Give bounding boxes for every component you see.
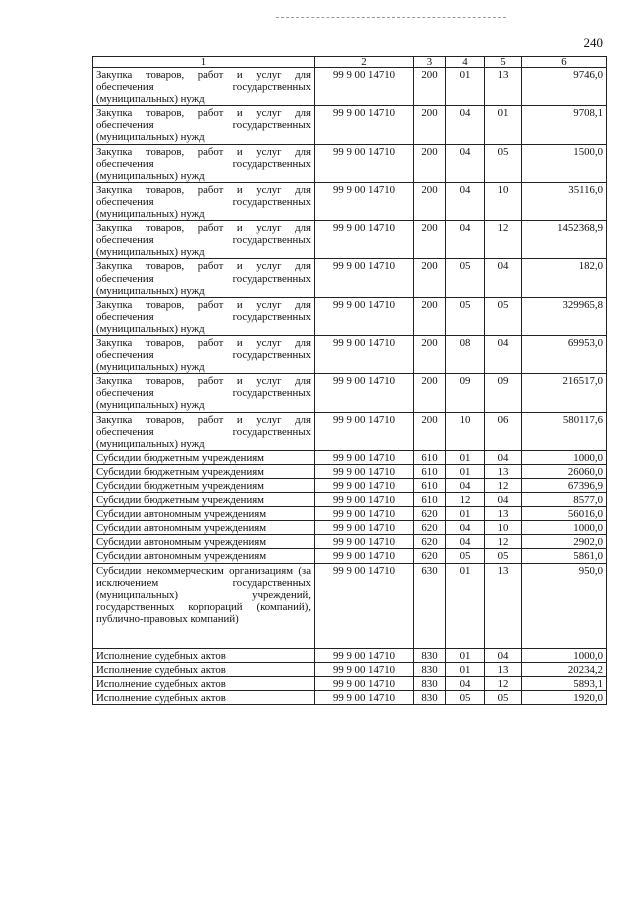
subsection-cell: 10 (485, 182, 522, 220)
expense-type-cell: 830 (414, 676, 446, 690)
amount-cell: 2902,0 (522, 535, 607, 549)
amount-cell: 56016,0 (522, 507, 607, 521)
expense-type-cell: 200 (414, 182, 446, 220)
code-cell: 99 9 00 14710 (315, 259, 414, 297)
amount-cell: 35116,0 (522, 182, 607, 220)
section-cell: 05 (446, 297, 485, 335)
top-rule (276, 17, 506, 18)
amount-cell: 1000,0 (522, 648, 607, 662)
subsection-cell: 06 (485, 412, 522, 450)
name-cell: Субсидии бюджетным учреждениям (93, 464, 315, 478)
code-cell: 99 9 00 14710 (315, 374, 414, 412)
name-cell: Субсидии некоммерческим организациям (за исключением государственных (муниципальных) учреждений, государственных корпораций (компаний), публично-правовых компаний) (93, 563, 315, 648)
name-cell: Исполнение судебных актов (93, 690, 315, 704)
amount-cell: 26060,0 (522, 464, 607, 478)
expense-type-cell: 830 (414, 662, 446, 676)
subsection-cell: 04 (485, 648, 522, 662)
name-cell: Субсидии бюджетным учреждениям (93, 493, 315, 507)
section-cell: 05 (446, 259, 485, 297)
header-cell-3: 3 (414, 57, 446, 68)
name-cell: Субсидии автономным учреждениям (93, 521, 315, 535)
name-cell: Закупка товаров, работ и услуг для обеспечения государственных (муниципальных) нужд (93, 412, 315, 450)
section-cell: 01 (446, 563, 485, 648)
expense-type-cell: 200 (414, 259, 446, 297)
section-cell: 04 (446, 144, 485, 182)
table-row (93, 535, 607, 549)
section-cell: 04 (446, 521, 485, 535)
expense-type-cell: 830 (414, 690, 446, 704)
section-cell: 04 (446, 221, 485, 259)
table-row (93, 374, 607, 412)
subsection-cell: 13 (485, 464, 522, 478)
subsection-cell: 09 (485, 374, 522, 412)
subsection-cell: 01 (485, 106, 522, 144)
expense-type-cell: 620 (414, 521, 446, 535)
code-cell: 99 9 00 14710 (315, 335, 414, 373)
subsection-cell: 05 (485, 549, 522, 563)
subsection-cell: 04 (485, 259, 522, 297)
name-cell: Субсидии бюджетным учреждениям (93, 450, 315, 464)
budget-table (92, 56, 607, 705)
amount-cell: 67396,9 (522, 479, 607, 493)
code-cell: 99 9 00 14710 (315, 507, 414, 521)
table-row (93, 106, 607, 144)
table-row (93, 507, 607, 521)
subsection-cell: 13 (485, 507, 522, 521)
code-cell: 99 9 00 14710 (315, 648, 414, 662)
expense-type-cell: 200 (414, 68, 446, 106)
name-cell: Исполнение судебных актов (93, 662, 315, 676)
name-cell: Закупка товаров, работ и услуг для обеспечения государственных (муниципальных) нужд (93, 335, 315, 373)
amount-cell: 329965,8 (522, 297, 607, 335)
section-cell: 12 (446, 493, 485, 507)
subsection-cell: 12 (485, 221, 522, 259)
subsection-cell: 05 (485, 144, 522, 182)
name-cell: Субсидии автономным учреждениям (93, 549, 315, 563)
code-cell: 99 9 00 14710 (315, 521, 414, 535)
table-row (93, 221, 607, 259)
code-cell: 99 9 00 14710 (315, 412, 414, 450)
table-row (93, 549, 607, 563)
subsection-cell: 04 (485, 335, 522, 373)
amount-cell: 580117,6 (522, 412, 607, 450)
header-row (93, 57, 607, 68)
subsection-cell: 04 (485, 493, 522, 507)
section-cell: 05 (446, 690, 485, 704)
code-cell: 99 9 00 14710 (315, 221, 414, 259)
code-cell: 99 9 00 14710 (315, 479, 414, 493)
amount-cell: 950,0 (522, 563, 607, 648)
section-cell: 10 (446, 412, 485, 450)
header-cell-2: 2 (315, 57, 414, 68)
name-cell: Исполнение судебных актов (93, 676, 315, 690)
name-cell: Субсидии автономным учреждениям (93, 507, 315, 521)
header-cell-4: 4 (446, 57, 485, 68)
table-row (93, 521, 607, 535)
expense-type-cell: 200 (414, 297, 446, 335)
code-cell: 99 9 00 14710 (315, 690, 414, 704)
header-cell-5: 5 (485, 57, 522, 68)
section-cell: 08 (446, 335, 485, 373)
expense-type-cell: 610 (414, 493, 446, 507)
amount-cell: 182,0 (522, 259, 607, 297)
table-row (93, 648, 607, 662)
table-row (93, 259, 607, 297)
expense-type-cell: 200 (414, 106, 446, 144)
page-number: 240 (583, 35, 603, 50)
table-row (93, 563, 607, 648)
table-row (93, 479, 607, 493)
amount-cell: 8577,0 (522, 493, 607, 507)
subsection-cell: 12 (485, 676, 522, 690)
expense-type-cell: 620 (414, 507, 446, 521)
table-row (93, 662, 607, 676)
section-cell: 04 (446, 535, 485, 549)
section-cell: 04 (446, 676, 485, 690)
code-cell: 99 9 00 14710 (315, 662, 414, 676)
subsection-cell: 04 (485, 450, 522, 464)
expense-type-cell: 610 (414, 479, 446, 493)
name-cell: Субсидии бюджетным учреждениям (93, 479, 315, 493)
subsection-cell: 13 (485, 68, 522, 106)
table-row (93, 493, 607, 507)
amount-cell: 69953,0 (522, 335, 607, 373)
section-cell: 01 (446, 68, 485, 106)
table-row (93, 335, 607, 373)
expense-type-cell: 200 (414, 374, 446, 412)
section-cell: 04 (446, 479, 485, 493)
code-cell: 99 9 00 14710 (315, 297, 414, 335)
subsection-cell: 13 (485, 563, 522, 648)
code-cell: 99 9 00 14710 (315, 68, 414, 106)
section-cell: 01 (446, 662, 485, 676)
subsection-cell: 12 (485, 479, 522, 493)
amount-cell: 1920,0 (522, 690, 607, 704)
name-cell: Исполнение судебных актов (93, 648, 315, 662)
table-row (93, 182, 607, 220)
table-row (93, 144, 607, 182)
section-cell: 04 (446, 182, 485, 220)
expense-type-cell: 610 (414, 464, 446, 478)
subsection-cell: 10 (485, 521, 522, 535)
section-cell: 01 (446, 464, 485, 478)
expense-type-cell: 200 (414, 221, 446, 259)
code-cell: 99 9 00 14710 (315, 450, 414, 464)
code-cell: 99 9 00 14710 (315, 464, 414, 478)
expense-type-cell: 620 (414, 535, 446, 549)
table-row (93, 464, 607, 478)
name-cell: Закупка товаров, работ и услуг для обеспечения государственных (муниципальных) нужд (93, 221, 315, 259)
code-cell: 99 9 00 14710 (315, 144, 414, 182)
amount-cell: 1000,0 (522, 450, 607, 464)
name-cell: Закупка товаров, работ и услуг для обеспечения государственных (муниципальных) нужд (93, 68, 315, 106)
name-cell: Закупка товаров, работ и услуг для обеспечения государственных (муниципальных) нужд (93, 182, 315, 220)
subsection-cell: 13 (485, 662, 522, 676)
expense-type-cell: 630 (414, 563, 446, 648)
expense-type-cell: 620 (414, 549, 446, 563)
name-cell: Субсидии автономным учреждениям (93, 535, 315, 549)
code-cell: 99 9 00 14710 (315, 182, 414, 220)
subsection-cell: 05 (485, 690, 522, 704)
table-row (93, 676, 607, 690)
table-row (93, 68, 607, 106)
expense-type-cell: 830 (414, 648, 446, 662)
name-cell: Закупка товаров, работ и услуг для обеспечения государственных (муниципальных) нужд (93, 106, 315, 144)
table-row (93, 450, 607, 464)
section-cell: 01 (446, 507, 485, 521)
code-cell: 99 9 00 14710 (315, 563, 414, 648)
amount-cell: 216517,0 (522, 374, 607, 412)
amount-cell: 1000,0 (522, 521, 607, 535)
amount-cell: 1500,0 (522, 144, 607, 182)
name-cell: Закупка товаров, работ и услуг для обеспечения государственных (муниципальных) нужд (93, 297, 315, 335)
header-cell-1: 1 (93, 57, 315, 68)
code-cell: 99 9 00 14710 (315, 106, 414, 144)
section-cell: 09 (446, 374, 485, 412)
amount-cell: 5893,1 (522, 676, 607, 690)
amount-cell: 1452368,9 (522, 221, 607, 259)
amount-cell: 20234,2 (522, 662, 607, 676)
code-cell: 99 9 00 14710 (315, 676, 414, 690)
subsection-cell: 05 (485, 297, 522, 335)
name-cell: Закупка товаров, работ и услуг для обеспечения государственных (муниципальных) нужд (93, 374, 315, 412)
section-cell: 01 (446, 648, 485, 662)
amount-cell: 9708,1 (522, 106, 607, 144)
name-cell: Закупка товаров, работ и услуг для обеспечения государственных (муниципальных) нужд (93, 144, 315, 182)
section-cell: 05 (446, 549, 485, 563)
expense-type-cell: 610 (414, 450, 446, 464)
code-cell: 99 9 00 14710 (315, 549, 414, 563)
code-cell: 99 9 00 14710 (315, 493, 414, 507)
expense-type-cell: 200 (414, 335, 446, 373)
amount-cell: 5861,0 (522, 549, 607, 563)
code-cell: 99 9 00 14710 (315, 535, 414, 549)
expense-type-cell: 200 (414, 144, 446, 182)
expense-type-cell: 200 (414, 412, 446, 450)
subsection-cell: 12 (485, 535, 522, 549)
section-cell: 04 (446, 106, 485, 144)
name-cell: Закупка товаров, работ и услуг для обеспечения государственных (муниципальных) нужд (93, 259, 315, 297)
table-row (93, 412, 607, 450)
header-cell-6: 6 (522, 57, 607, 68)
amount-cell: 9746,0 (522, 68, 607, 106)
section-cell: 01 (446, 450, 485, 464)
table-row (93, 690, 607, 704)
table-row (93, 297, 607, 335)
